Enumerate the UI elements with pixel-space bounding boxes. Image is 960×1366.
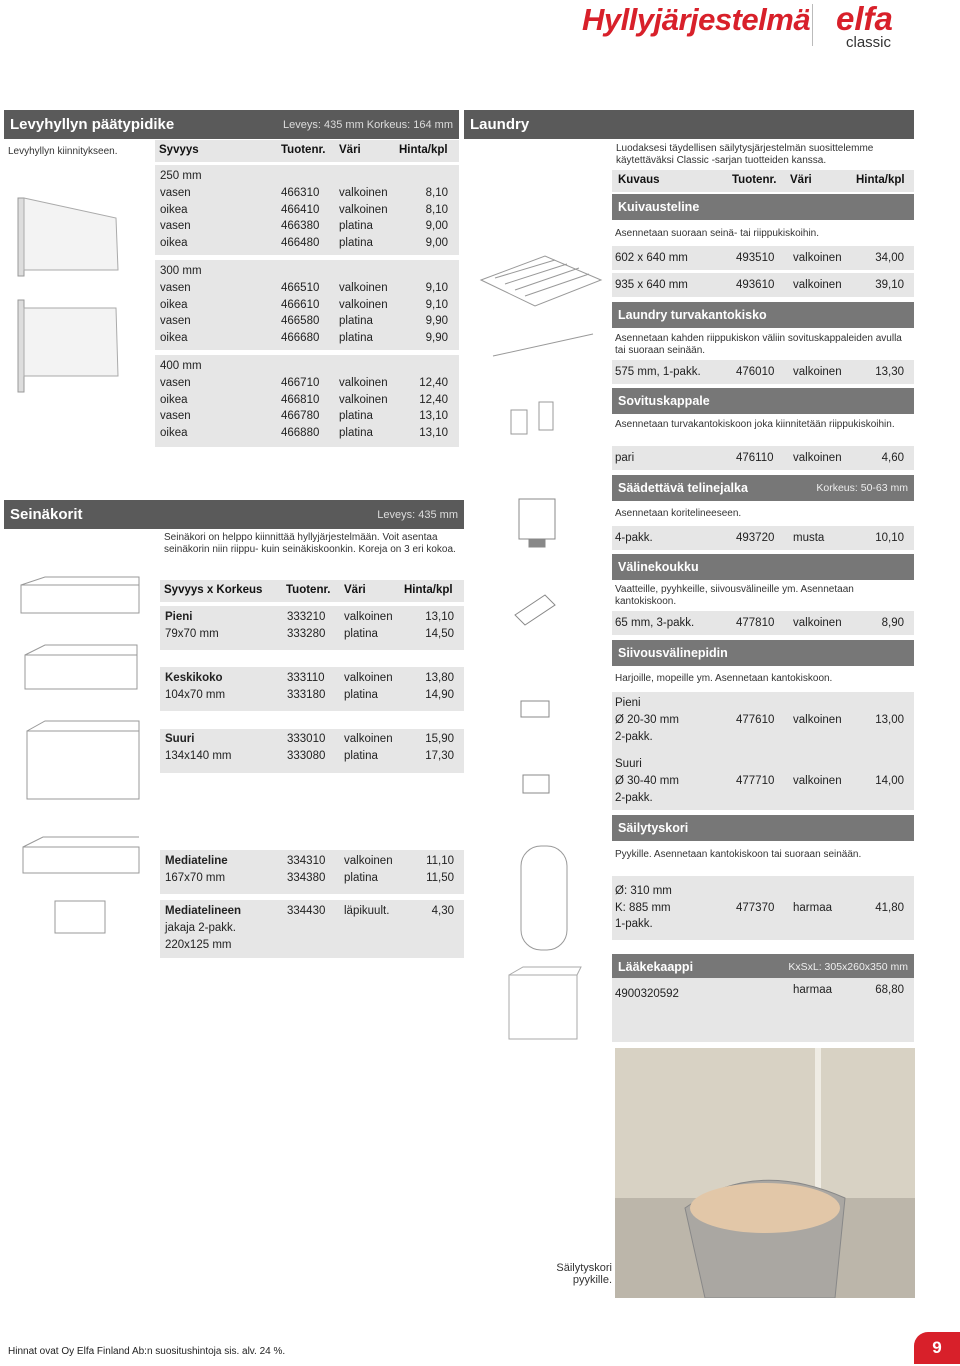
color-cell: valkoinen [344,855,393,867]
product-code-cell: 477610 [736,714,775,726]
header-divider [812,4,813,46]
product-code-cell: 466310 [281,187,320,199]
product-bar: Säilytyskori [612,815,914,841]
col-header: Syvyys x Korkeus [164,584,263,596]
price-cell: 39,10 [875,279,904,291]
side-cell: vasen [160,410,191,423]
product-code-cell: 333080 [287,750,326,762]
product-code-cell: 333180 [287,689,326,701]
product-code-cell: 477810 [736,617,775,629]
basket-size: 104x70 mm [165,689,226,701]
section-bar-laundry [464,110,914,139]
product-code-cell: 493610 [736,279,775,291]
desc-cell: pari [615,452,635,464]
price-cell: 8,10 [425,187,448,199]
basket-name: Mediatelineen [165,905,242,917]
col-header: Tuotenr. [286,584,331,596]
side-cell: oikea [160,427,188,440]
color-cell: platina [339,427,373,440]
product-bar: Laundry turvakantokisko [612,302,914,328]
section-desc: Levyhyllyn kiinnitykseen. [8,146,118,157]
section-bar-wall-baskets [4,500,464,529]
price-cell: 13,30 [875,366,904,378]
product-bar: Kuivausteline [612,194,914,220]
table-header [155,140,459,162]
size-label: Suuri [615,758,642,770]
basket-size: 220x125 mm [165,939,232,951]
product-code-cell: 477370 [736,902,775,914]
section-title: Levyhyllyn päätypidike [10,116,175,133]
color-cell: platina [344,628,378,640]
color-cell: valkoinen [339,187,388,199]
depth-label: 400 mm [160,360,202,372]
color-cell: läpikuult. [344,905,390,917]
price-cell: 10,10 [875,532,904,544]
size-label: Pieni [615,697,641,709]
price-cell: 12,40 [419,377,448,389]
table-group [612,692,914,810]
photo-caption: Säilytyskori pyykille. [556,1262,612,1286]
table-header [612,170,914,192]
laundry-accessories-illustration [505,485,585,825]
basket-name: Pieni [165,611,193,623]
color-cell: valkoinen [344,611,393,623]
product-code-cell: 466780 [281,410,320,423]
laundry-intro: Luodaksesi täydellisen säilytysjärjestelmän suosittelemme käytettäväksi Classic -sarjan tuotteiden kanssa. [616,143,874,166]
price-cell: 13,10 [419,427,448,440]
product-desc: Asennetaan kahden riippukiskon väliin sovituskappaleiden avulla tai suoraan seinään. [615,333,902,356]
color-cell: platina [339,410,373,423]
spec-line: K: 885 mm [615,902,671,914]
page-number: 9 [914,1332,960,1364]
color-cell: valkoinen [793,252,842,264]
product-code-cell: 476110 [736,452,774,464]
logo-text: elfa [836,0,893,37]
color-cell: valkoinen [339,203,388,216]
spec-line: Ø: 310 mm [615,885,672,897]
price-cell: 17,30 [425,750,454,762]
medicine-cabinet-illustration [505,965,585,1045]
side-cell: oikea [160,237,188,250]
product-desc: Asennetaan suoraan seinä- tai riippukiskoihin. [615,228,820,239]
side-cell: oikea [160,203,188,216]
col-header: Hinta/kpl [856,174,905,186]
desc-cell: 602 x 640 mm [615,252,688,264]
color-cell: platina [339,220,373,233]
pack-label: 2-pakk. [615,792,653,804]
color-cell: platina [339,315,373,328]
side-cell: oikea [160,393,188,406]
product-code-cell: 476010 [736,366,775,378]
price-cell: 4,60 [881,452,904,464]
product-code-cell: 333010 [287,733,326,745]
product-desc: Pyykille. Asennetaan kantokiskoon tai suoraan seinään. [615,849,862,860]
desc-cell: 575 mm, 1-pakk. [615,366,701,378]
color-cell: valkoinen [793,452,842,464]
storage-bag-illustration [515,840,575,960]
side-cell: vasen [160,315,191,328]
price-cell: 14,90 [425,689,454,701]
side-cell: oikea [160,298,188,311]
pack-label: 2-pakk. [615,731,653,743]
color-cell: valkoinen [793,714,842,726]
price-cell: 9,10 [425,298,448,311]
depth-label: 250 mm [160,170,202,182]
basket-size: 167x70 mm [165,872,226,884]
product-code-cell: 466510 [281,282,320,294]
product-desc: Harjoille, mopeille ym. Asennetaan kantokiskoon. [615,673,833,684]
basket-size: 134x140 mm [165,750,232,762]
col-header: Hinta/kpl [404,584,453,596]
color-cell: platina [344,872,378,884]
wire-basket-illustration [15,575,145,945]
price-cell: 14,50 [425,628,454,640]
section-desc: Seinäkori on helppo kiinnittää hyllyjärjestelmään. Voit asentaa seinäkorin niin riippu- kuin seinäkiskoonkin. Koreja on 3 eri kokoa. [164,532,456,555]
price-cell: 13,10 [425,611,454,623]
color-cell: platina [339,332,373,345]
price-cell: 13,10 [419,410,448,423]
product-code-cell: 334310 [287,855,326,867]
product-code-cell: 466880 [281,427,320,440]
basket-size: 79x70 mm [165,628,219,640]
product-code-cell: 466580 [281,315,320,328]
color-cell: valkoinen [793,366,842,378]
basket-name: Suuri [165,733,195,745]
product-code-cell: 466810 [281,393,320,406]
side-cell: vasen [160,220,191,233]
col-header: Väri [339,144,361,156]
color-cell: valkoinen [339,282,388,294]
product-desc: Asennetaan koritelineeseen. [615,508,742,519]
depth-label: 300 mm [160,265,202,277]
color-cell: valkoinen [793,775,842,787]
product-code-cell: 334430 [287,905,326,917]
logo-subtext: classic [846,34,892,51]
product-desc: Vaatteille, pyyhkeille, siivousvälineille ym. Asennetaan kantokiskoon. [615,584,854,607]
drying-rack-illustration [475,250,605,450]
color-cell: platina [344,750,378,762]
desc-cell: 4-pakk. [615,532,653,544]
end-bracket-illustration [6,190,124,400]
color-cell: valkoinen [339,298,388,311]
product-bar: Siivousvälinepidin [612,640,914,666]
side-cell: vasen [160,377,191,389]
product-bar: Säädettävä telinejalka Korkeus: 50-63 mm [612,475,914,501]
product-code-cell: 466480 [281,237,320,250]
price-cell: 13,00 [875,714,904,726]
price-cell: 34,00 [875,252,904,264]
section-title: Seinäkorit [10,506,83,523]
product-code-cell: 493720 [736,532,775,544]
section-bar-end-bracket [4,110,459,139]
col-header: Tuotenr. [732,174,777,186]
color-cell: platina [339,237,373,250]
color-cell: platina [344,689,378,701]
col-header: Väri [790,174,812,186]
spec-line: 1-pakk. [615,918,653,930]
laundry-basket-photo [615,1048,915,1298]
section-dims: Leveys: 435 mm [377,508,458,521]
product-bar: Lääkekaappi KxSxL: 305x260x350 mm [612,954,914,980]
side-cell: oikea [160,332,188,345]
product-code-cell: 466680 [281,332,320,345]
section-dims: Leveys: 435 mm Korkeus: 164 mm [283,118,453,131]
desc-cell: 65 mm, 3-pakk. [615,617,695,629]
price-cell: 9,90 [425,315,448,328]
product-code-cell: 466380 [281,220,320,233]
brand-title: Hyllyjärjestelmä [582,2,811,37]
product-code-cell: 477710 [736,775,775,787]
col-header: Hinta/kpl [399,144,448,156]
footer-note: Hinnat ovat Oy Elfa Finland Ab:n suositushintoja sis. alv. 24 %. [8,1346,286,1357]
product-code-cell: 333280 [287,628,326,640]
product-bar: Välinekoukku [612,554,914,580]
color-cell: valkoinen [793,617,842,629]
product-code-cell: 493510 [736,252,775,264]
product-code-cell: 466710 [281,377,320,389]
price-cell: 4,30 [431,905,454,917]
color-cell: harmaa [793,902,832,914]
product-code-cell: 333110 [287,672,325,684]
product-code-cell: 466410 [281,203,320,216]
color-cell: valkoinen [344,733,393,745]
basket-name: Mediateline [165,855,228,867]
price-cell: 9,90 [425,332,448,345]
section-title: Laundry [470,116,530,133]
col-header: Väri [344,584,366,596]
price-cell: 8,10 [425,203,448,216]
desc-cell: Ø 20-30 mm [615,714,679,726]
basket-size: jakaja 2-pakk. [165,922,236,934]
table-header [160,580,464,602]
price-cell: 8,90 [881,617,904,629]
color-cell: valkoinen [339,393,388,406]
product-desc: Asennetaan turvakantokiskoon joka kiinnitetään riippukiskoihin. [615,419,895,430]
col-header: Syvyys [159,144,199,156]
color-cell: valkoinen [793,279,842,291]
price-cell: 12,40 [419,393,448,406]
basket-name: Keskikoko [165,672,223,684]
col-header: Tuotenr. [281,144,326,156]
side-cell: vasen [160,282,191,294]
color-cell: musta [793,532,825,544]
desc-cell: Ø 30-40 mm [615,775,679,787]
price-cell: 9,00 [425,237,448,250]
price-cell: 14,00 [875,775,904,787]
product-bar: Sovituskappale [612,388,914,414]
elfa-logo [836,2,916,50]
side-cell: vasen [160,187,191,199]
price-cell: 9,10 [425,282,448,294]
col-header: Kuvaus [618,174,660,186]
product-code-cell: 333210 [287,611,326,623]
price-cell: 9,00 [425,220,448,233]
price-cell: 11,50 [426,872,454,884]
desc-cell: 935 x 640 mm [615,279,688,291]
color-cell: harmaa [793,984,832,996]
price-cell: 11,10 [426,855,454,867]
color-cell: valkoinen [339,377,388,389]
price-cell: 15,90 [425,733,454,745]
product-code-cell: 334380 [287,872,326,884]
product-code-cell: 4900320592 [615,988,679,1000]
color-cell: valkoinen [344,672,393,684]
price-cell: 68,80 [875,984,904,996]
price-cell: 13,80 [425,672,454,684]
product-code-cell: 466610 [281,298,320,311]
price-cell: 41,80 [875,902,904,914]
